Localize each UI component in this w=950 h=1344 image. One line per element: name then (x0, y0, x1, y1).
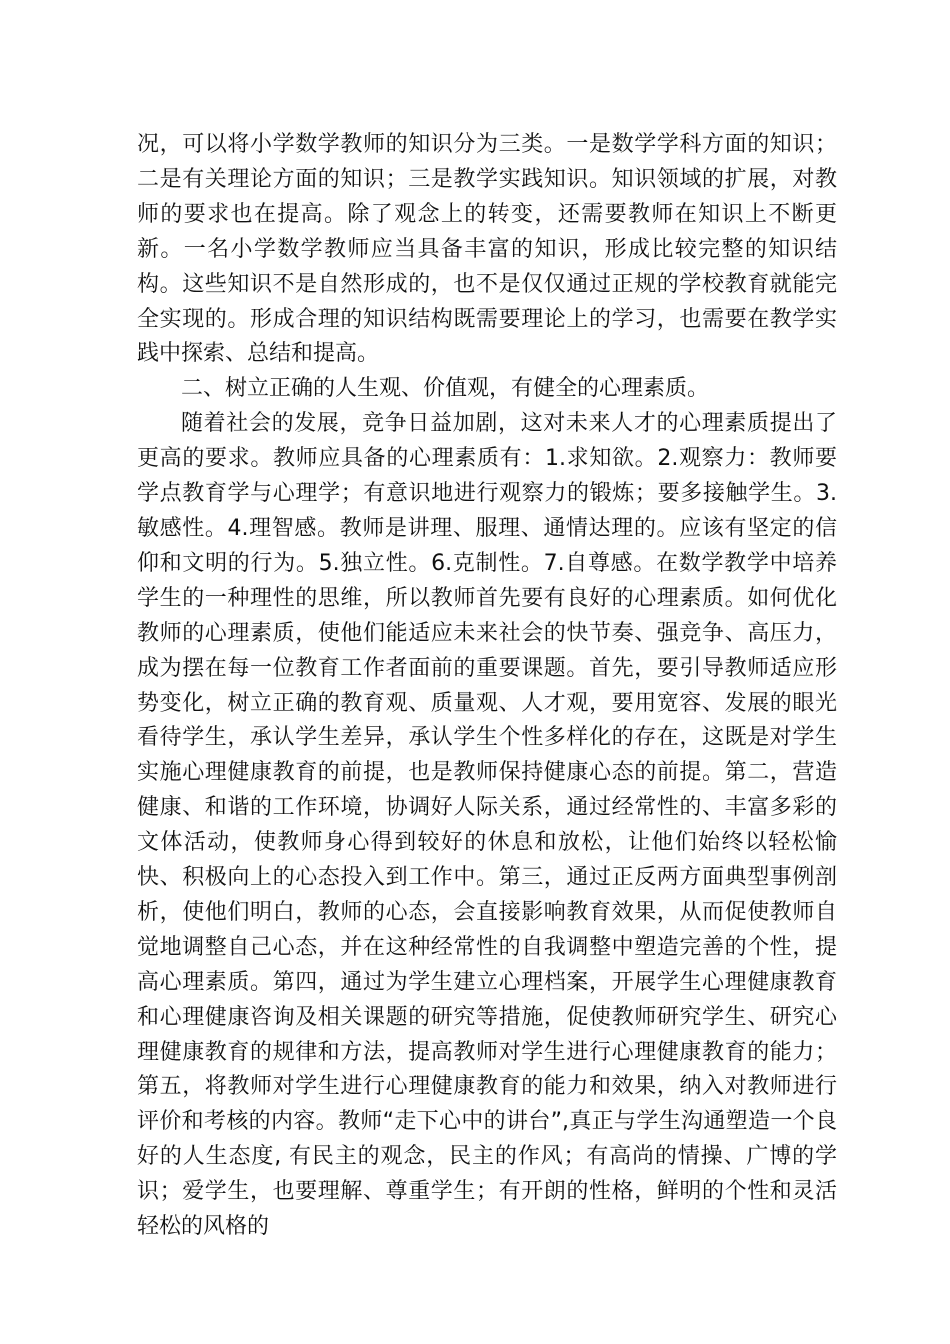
paragraph-psychological-quality: 随着社会的发展，竞争日益加剧，这对未来人才的心理素质提出了更高的要求。教师应具备的心理素质有：1.求知欲。2.观察力：教师要学点教育学与心理学；有意识地进行观察力的锻炼；要多接触学生。3.敏感性。4.理智感。教师是讲理、服理、通情达理的。应该有坚定的信仰和文明的行为。5.独立性。6.克制性。7.自尊感。在数学教学中培养学生的一种理性的思维，所以教师首先要有良好的心理素质。如何优化教师的心理素质，使他们能适应未来社会的快节奏、强竞争、高压力，成为摆在每一位教育工作者面前的重要课题。首先，要引导教师适应形势变化，树立正确的教育观、质量观、人才观，要用宽容、发展的眼光看待学生，承认学生差异，承认学生个性多样化的存在，这既是对学生实施心理健康教育的前提，也是教师保持健康心态的前提。第二，营造健康、和谐的工作环境，协调好人际关系，通过经常性的、丰富多彩的文体活动，使教师身心得到较好的休息和放松，让他们始终以轻松愉快、积极向上的心态投入到工作中。第三，通过正反两方面典型事例剖析，使他们明白，教师的心态，会直接影响教育效果，从而促使教师自觉地调整自己心态，并在这种经常性的自我调整中塑造完善的个性，提高心理素质。第四，通过为学生建立心理档案，开展学生心理健康教育和心理健康咨询及相关课题的研究等措施，促使教师研究学生、研究心理健康教育的规律和方法，提高教师对学生进行心理健康教育的能力；第五，将教师对学生进行心理健康教育的能力和效果，纳入对教师进行评价和考核的内容。教师“走下心中的讲台”,真正与学生沟通塑造一个良好的人生态度, 有民主的观念，民主的作风；有高尚的情操、广博的学识；爱学生，也要理解、尊重学生；有开朗的性格，鲜明的个性和灵活轻松的风格的 (137, 411, 837, 1240)
paragraph-knowledge-structure: 况，可以将小学数学教师的知识分为三类。一是数学学科方面的知识；二是有关理论方面的知识；三是教学实践知识。知识领域的扩展，对教师的要求也在提高。除了观念上的转变，还需要教师在知识上不断更新。一名小学数学教师应当具备丰富的知识，形成比较完整的知识结构。这些知识不是自然形成的，也不是仅仅通过正规的学校教育就能完全实现的。形成合理的知识结构既需要理论上的学习，也需要在教学实践中探索、总结和提高。 (137, 132, 837, 367)
document-body (137, 128, 837, 1245)
section-heading-psychology: 二、树立正确的人生观、价值观，有健全的心理素质。 (181, 376, 710, 402)
